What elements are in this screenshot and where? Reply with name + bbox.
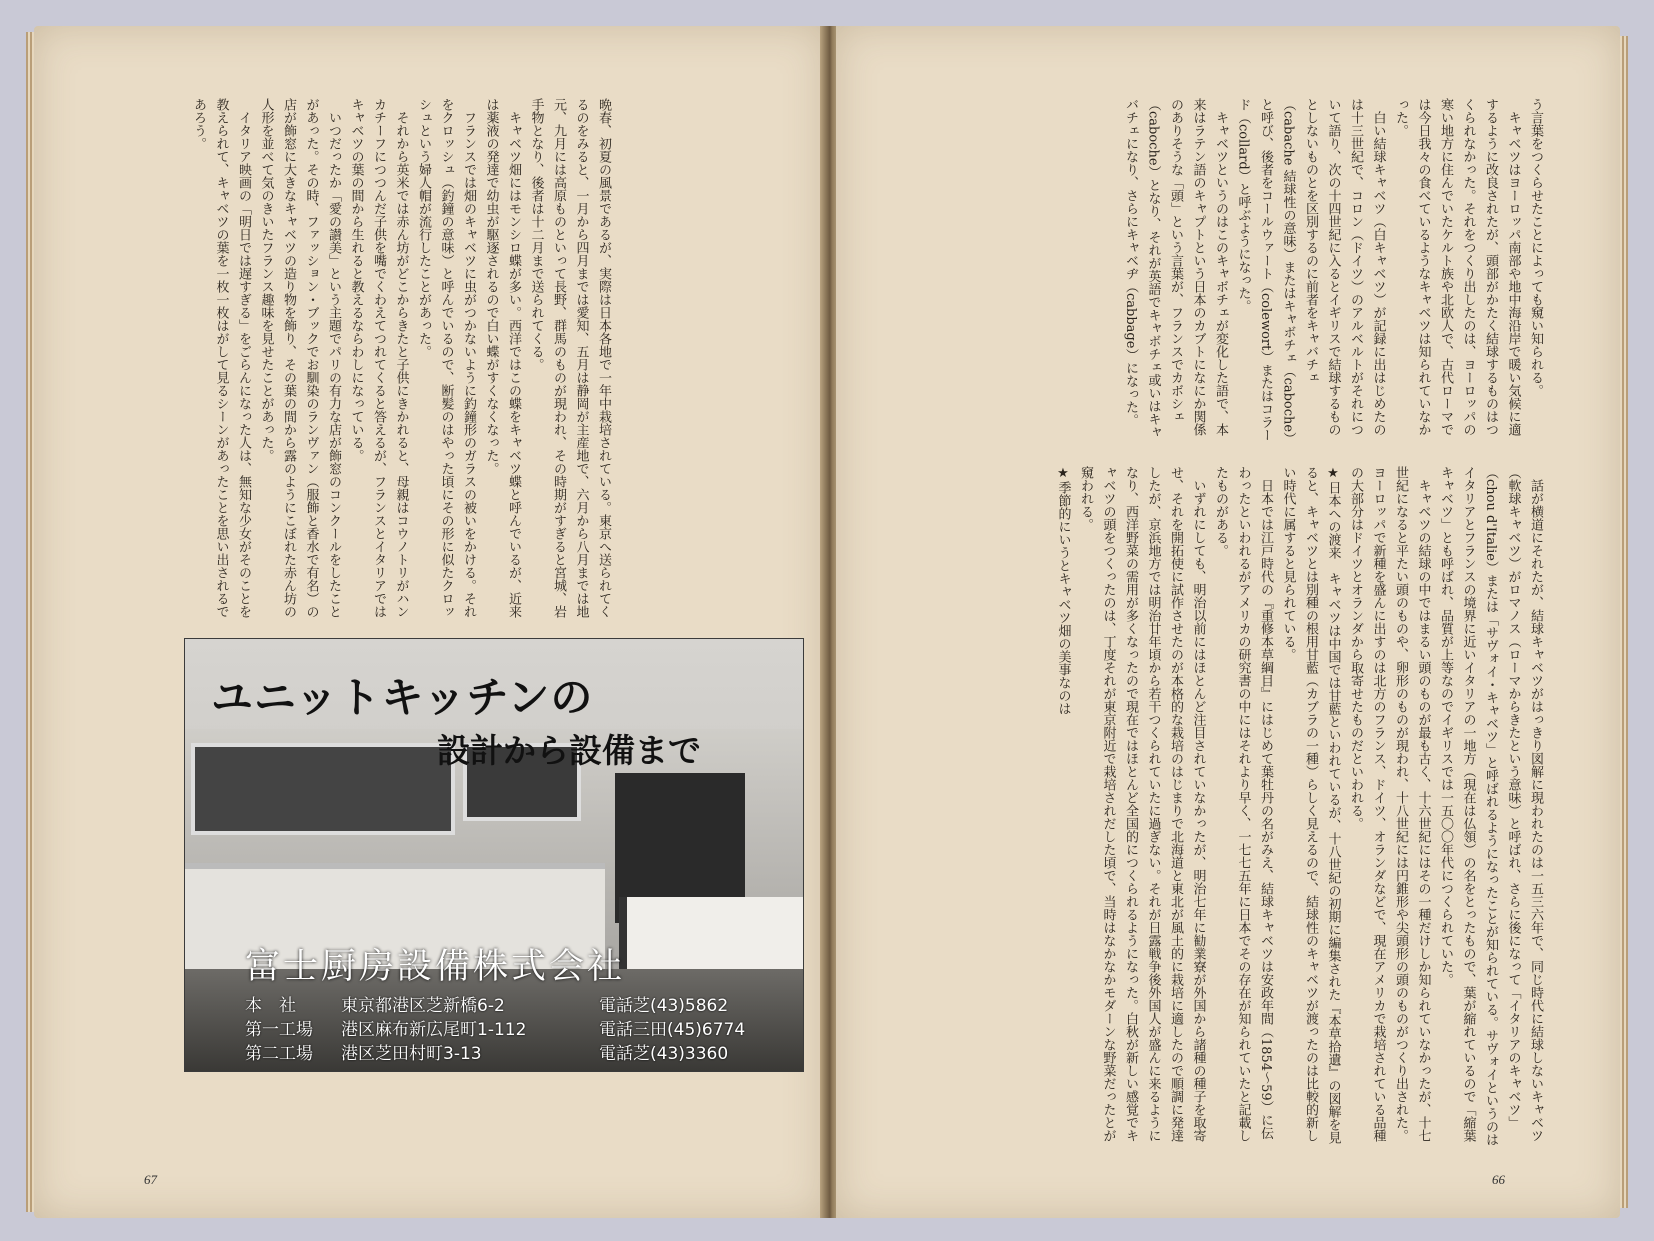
wall-cabinet xyxy=(191,743,455,835)
location-phone: 電話芝(43)3360 xyxy=(599,1044,729,1064)
location-label: 本 社 xyxy=(245,996,296,1016)
location-label: 第二工場 xyxy=(245,1044,313,1064)
ad-headline: ユニットキッチンの xyxy=(211,673,594,722)
ad-location-row xyxy=(245,1039,785,1063)
location-address: 東京都港区芝新橋6-2 xyxy=(341,996,505,1016)
ad-location-row xyxy=(245,1015,785,1039)
location-label: 第一工場 xyxy=(245,1020,313,1040)
location-phone: 電話三田(45)6774 xyxy=(599,1020,746,1040)
right-page-lower-text: 話が横道にそれたが、結球キャベツがはっきり図解に現われたのは一五三六年で、同じ時代に結球しないキャベツ（軟球キャベツ）がロマノス（ローマからきたという意味）と呼ばれ、さらに後になって「イタリアのキャベツ」（chou d'Italie）または「サヴォイ・キャベツ」と呼ばれるようになったことが知られている。サヴォイというのはイタリアとフランスの境界に近いイタリアの一地方（現在は仏領）の名をとったもので、葉が縮れているので「縮葉キャベツ」とも呼ばれ、品質が上等なのでイギリスでは一五〇〇年代につくられていた。 キャベツの結球の中ではまるい頭のものが最も古く、十六世紀にはその一種だけしか知られていなかったが、十七世紀になると平たい頭のものや、卵形のものが現われ、十八世紀には円錐形や尖頭形の頭のものがつくり出された。ヨーロッパで新種を盛んに出すのは北方のフランス、ドイツ、オランダなどで、現在アメリカで栽培されている品種の大部分はドイツとオランダから取寄せたものだといわれる。 ★日本への渡来 キャベツは中国では甘藍といわれているが、十八世紀の初期に編集された『本草拾遺』の図解を見ると、キャベツとは別種の根用甘藍（カブラの一種）らしく見えるので、結球性のキャベツが渡ったのは比較的新しい時代に属すると見られている。 日本では江戸時代の『重修本草綱目』にはじめて葉牡丹の名がみえ、結球キャベツは安政年間（1854〜59）に伝わったといわれるがアメリカの研究書の中にはそれより早く、一七七五年に日本でその存在が知られていたと記載したものがある。 いずれにしても、明治以前にはほとんど注目されていなかったが、明治七年に勧業寮が外国から諸種の種子を取寄せ、それを開拓使に試作させたのが本格的な栽培のはじまりで北海道と東北が風土的に栽培に適したので順調に発達したが、京浜地方では明治廿年頃から若干つくられていたに過ぎない。それが日露戦争後外国人が盛んに来るようになり、西洋野菜の需用が多くなったので現在ではほとんど全国的につくられるようになった。白秋が新しい感覚でキャベツの頭をつくったのは、丁度それが東京附近で栽培されだした頃で、当時はなかなかモダーンな野菜だったとが窺われる。 ★季節的にいうとキャベツ畑の美事なのは xyxy=(1055,466,1543,1146)
work-table xyxy=(619,897,804,969)
left-page-body-text: 晩春、初夏の風景であるが、実際は日本各地で一年中栽培されている。東京へ送られてくるのをみると、一月から四月までは愛知、五月は静岡が主産地で、六月から八月までは地元、九月には高原ものといって長野、群馬のものが現われ、その時期がすぎると宮城、岩手物となり、後者は十二月まで送られてくる。 キャベツ畑にはモンシロ蝶が多い。西洋ではこの蝶をキャベツ蝶と呼んでいるが、近来は薬液の発達で幼虫が駆逐されるので白い蝶がすくなくなった。 フランスでは畑のキャベツに虫がつかないように釣鐘形のガラスの被いをかける。それをクロッシュ（釣鐘の意味）と呼んでいるので、断髪のはやった頃にその形に似たクロッシュという婦人帽が流行したことがあった。 それから英米では赤ん坊がどこからきたと子供にきかれると、母親はコウノトリがハンカチーフにつつんだ子供を嘴でくわえてつれてくると答えるが、フランスとイタリアではキャベツの葉の間から生れると教えるならわしになっている。 いつだったか「愛の讃美」という主題でパリの有力な店が飾窓のコンクールをしたことがあった。その時、ファッション・ブックでお馴染のランヴァン（服飾と香水で有名）の店が飾窓に大きなキャベツの造り物を飾り、その葉の間から露のようにこぼれた赤ん坊の人形を並べて気のきいたフランス趣味を見せたことがあった。 イタリア映画の「明日では遅すぎる」をごらんになった人は、無知な少女がそのことを教えられて、キャベツの葉を一枚一枚はがして見るシーンがあったことを思い出されるであろう。 xyxy=(191,98,611,618)
right-page-upper-text: う言葉をつくらせたことによっても窺い知られる。 キャベツはヨーロッパ南部や地中海沿岸で暖い気候に適するように改良されたが、頭部がかたく結球するものはつくられなかった。それをつくり出したのは、ヨーロッパの寒い地方に住んでいたケルト族や北欧人で、古代ローマでは今日我々の食べているようなキャベツは知られていなかった。 白い結球キャベツ（白キャベツ）が記録に出はじめたのは十三世紀で、コロン（ドイツ）のアルベルトがそれについて語り、次の十四世紀に入るとイギリスで結球するものとしないものとを区別するのに前者をキャバチェ（cabache 結球性の意味）またはキャボチェ（caboche）と呼び、後者をコールウァート（colewort）またはコラード（collard）と呼ぶようになった。 キャベツというのはこのキャボチェが変化した語で、本来はラテン語のキャプトという日本のカブトになにか関係のありそうな「頭」という言葉が、フランスでカボシェ（caboche）となり、それが英語でキャボチェ或いはキャバチェになり、さらにキャベヂ（cabbage）になった。 xyxy=(1123,98,1543,446)
location-phone: 電話芝(43)5862 xyxy=(599,996,729,1016)
open-book xyxy=(34,26,1620,1218)
kitchen-advertisement xyxy=(184,638,804,1072)
location-address: 港区麻布新広尾町1-112 xyxy=(341,1020,527,1040)
page-number-left: 67 xyxy=(144,1172,157,1187)
location-address: 港区芝田村町3-13 xyxy=(341,1044,482,1064)
right-page xyxy=(836,26,1620,1218)
ad-company-name: 富士厨房設備株式会社 xyxy=(245,947,626,987)
ad-location-row xyxy=(245,991,785,1015)
page-number-right: 66 xyxy=(1492,1172,1505,1187)
ad-subheadline: 設計から設備まで xyxy=(437,731,701,770)
ad-locations xyxy=(245,991,785,1063)
left-page xyxy=(34,26,824,1218)
